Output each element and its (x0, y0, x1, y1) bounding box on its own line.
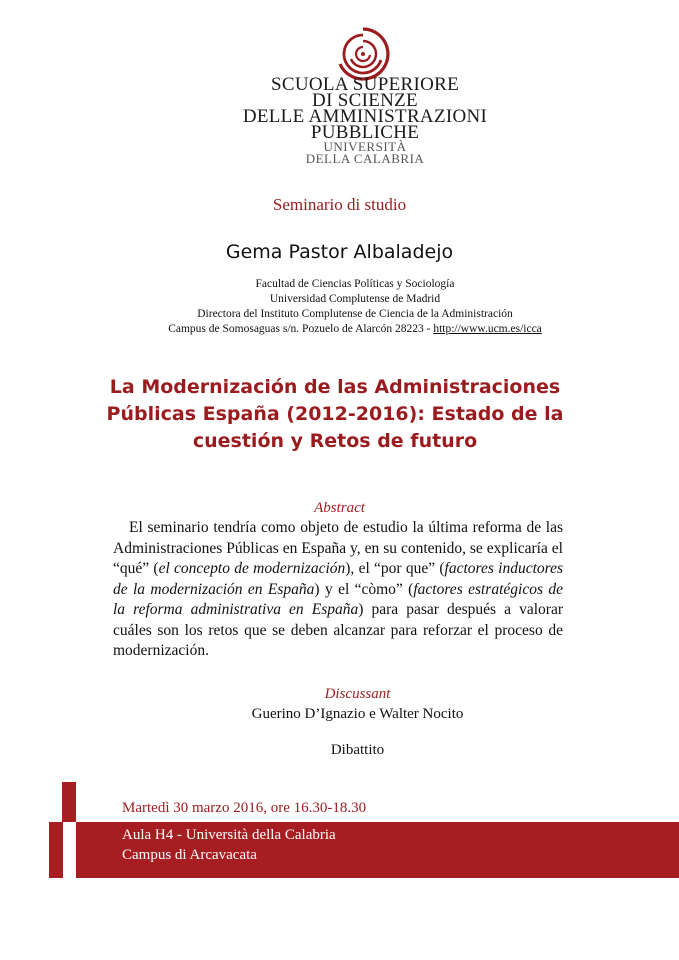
abstract-text-run: ), el “por que” ( (345, 560, 445, 577)
affiliation-line: Directora del Instituto Complutense de Ciencia de la Administración (197, 308, 513, 320)
abstract-text-run: ) y el “còmo” ( (314, 580, 414, 598)
speaker-affiliation (0, 277, 679, 337)
logo-line-1: SCUOLA SUPERIORE (271, 74, 459, 95)
event-date-time: Martedì 30 marzo 2016, ore 16.30-18.30 (122, 800, 367, 816)
logo-line-3: DELLE AMMINISTRAZIONI (242, 106, 488, 127)
university-line-2: DELLA CALABRIA (305, 151, 425, 166)
discussant-heading: Discussant (324, 686, 391, 702)
abstract-text (113, 518, 563, 662)
abstract-italic-phrase: factores inductores de la modernización en España (113, 560, 564, 598)
abstract-italic-phrase: el concepto de modernización (158, 560, 346, 577)
abstract-text-run: El seminario tendría como objeto de estudio la última reforma de las Administraciones Públicas en España y, en su contenido, se explicaría el “qué” ( (113, 519, 563, 577)
affiliation-line: Facultad de Ciencias Políticas y Sociología (255, 278, 455, 290)
speaker-name: Gema Pastor Albaladejo (225, 241, 454, 263)
logo-line-2: DI SCIENZE (312, 90, 418, 111)
abstract-heading: Abstract (314, 500, 365, 516)
footer-accent-bar (49, 822, 63, 878)
address-line (0, 322, 679, 337)
university-line-1: UNIVERSITÀ (323, 139, 407, 154)
website-link[interactable]: http://www.ucm.es/icca (433, 323, 542, 335)
discussant-names: Guerino D’Ignazio e Walter Nocito (251, 706, 464, 722)
debate-label: Dibattito (330, 742, 385, 758)
logo-line-4: PUBBLICHE (310, 122, 420, 143)
institution-logo-text (200, 74, 530, 166)
room-name: Aula H4 - Università della Calabria (122, 827, 336, 843)
event-location (122, 825, 336, 865)
address-text: Campus de Somosaguas s/n. Pozuelo de Alarcón 28223 - (168, 323, 434, 335)
footer-accent-bar (62, 782, 76, 822)
event-type: Seminario di studio (272, 195, 407, 214)
seminar-title: La Modernización de las Administraciones Públicas España (2012-2016): Estado de la cuestión y Retos de futuro (106, 376, 564, 452)
abstract-text-run: ) para pasar después a valorar cuáles son los retos que se deben alcanzar para reforzar el proceso de modernización. (113, 601, 563, 659)
campus-name: Campus di Arcavacata (122, 847, 257, 863)
affiliation-line: Universidad Complutense de Madrid (269, 293, 441, 305)
abstract-italic-phrase: factores estratégicos de la reforma administrativa en España (113, 580, 563, 618)
